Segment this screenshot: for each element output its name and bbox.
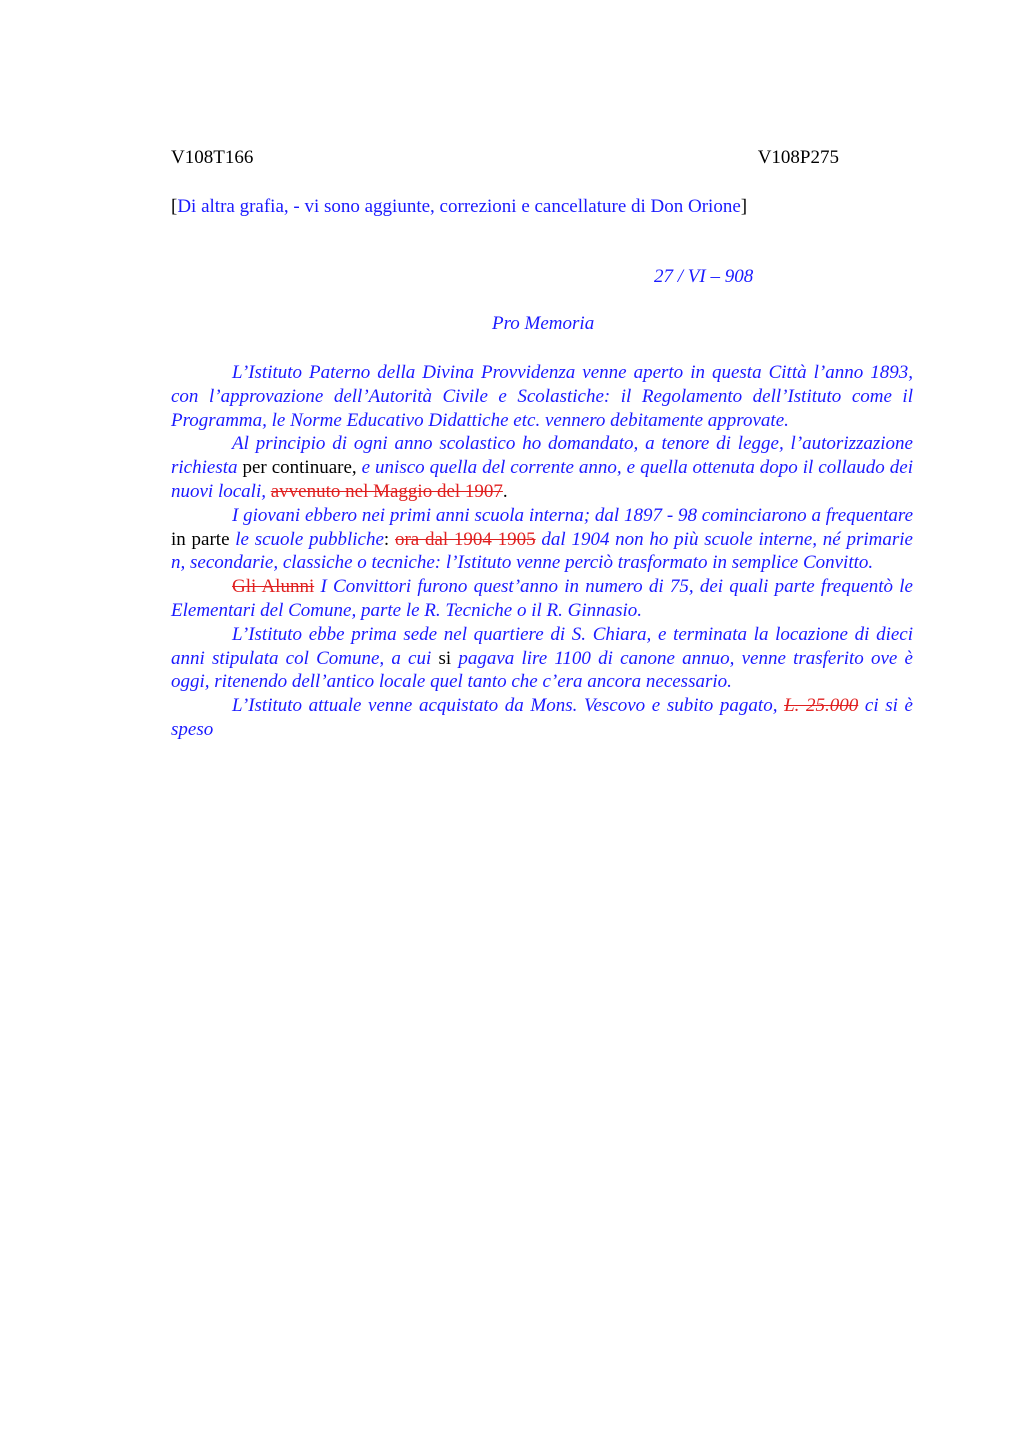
paragraph-2-end: . xyxy=(502,480,508,502)
reference-right: V108P275 xyxy=(757,147,839,168)
paragraph-2-insertion: per continuare, xyxy=(237,457,357,479)
paragraph-3 xyxy=(171,504,913,575)
paragraph-3-text-a: I giovani ebbero nei primi anni scuola interna; dal 1897 - 98 cominciarono a frequentare xyxy=(232,504,913,526)
paragraph-2-text-a: Al principio di ogni anno scolastico ho domandato, a tenore di legge, l’autorizzazione richiesta xyxy=(171,433,913,479)
paragraph-3-text-c: le scuole pubbliche xyxy=(235,528,384,550)
letter-date: 27 / VI – 908 xyxy=(654,266,754,287)
paragraph-3-colon: : xyxy=(383,528,395,550)
paragraph-4-text: I Convittori furono quest’anno in numero di 75, dei quali parte frequentò le Elementari del Comune, parte le R. Tecniche o il R. Ginnasio. xyxy=(171,576,913,621)
paragraph-5-text-a: L’Istituto ebbe prima sede nel quartiere di S. Chiara, e terminata la locazione di dieci anni stipulata col Comune, a cui xyxy=(171,623,913,669)
paragraph-6-text-b: ci si è speso xyxy=(171,695,913,740)
paragraph-5-text-c: pagava lire 1100 di canone annuo, venne trasferito ove è oggi, ritenendo dell’antico locale quel tanto che c’era ancora necessario. xyxy=(171,647,913,693)
paragraph-4-deletion: Gli Alunni xyxy=(232,576,315,598)
paragraph-6 xyxy=(171,694,913,742)
paragraph-1-text: L’Istituto Paterno della Divina Provvidenza venne aperto in questa Città l’anno 1893, con l’approvazione dell’Autorità Civile e Scolastiche: il Regolamento dell’Istituto come il Programma, le Norme Educativo Didattiche etc. vennero debitamente approvate. xyxy=(171,362,913,431)
paragraph-2 xyxy=(171,432,913,503)
paragraph-5-insertion: si xyxy=(431,647,459,669)
paragraph-2-deletion: avvenuto nel Maggio del 1907 xyxy=(270,480,503,502)
note-close-bracket: ] xyxy=(740,196,748,217)
paragraph-6-deletion: L. 25.000 xyxy=(784,695,859,717)
paragraph-2-text-c: e unisco quella del corrente anno, e quella ottenuta dopo il collaudo dei nuovi locali, xyxy=(171,457,913,502)
paragraph-5 xyxy=(171,623,913,694)
document-body xyxy=(171,361,913,742)
paragraph-3-text-d: dal 1904 non ho più scuole interne, né primarie n, secondarie, classiche o tecniche: l’Istituto venne perciò trasformato in semplice Convitto. xyxy=(171,528,913,574)
paragraph-1 xyxy=(171,361,913,432)
paragraph-6-text-a: L’Istituto attuale venne acquistato da Mons. Vescovo e subito pagato, xyxy=(232,695,778,717)
reference-left: V108T166 xyxy=(171,147,254,168)
editor-note xyxy=(171,196,747,218)
paragraph-4 xyxy=(171,575,913,623)
page-title: Pro Memoria xyxy=(492,313,595,334)
paragraph-3-insertion: in parte xyxy=(171,528,236,550)
note-text: Di altra grafia, - vi sono aggiunte, correzioni e cancellature di Don Orione xyxy=(177,196,741,217)
note-open-bracket: [ xyxy=(171,196,178,217)
paragraph-3-deletion: ora dal 1904 1905 xyxy=(394,528,536,550)
